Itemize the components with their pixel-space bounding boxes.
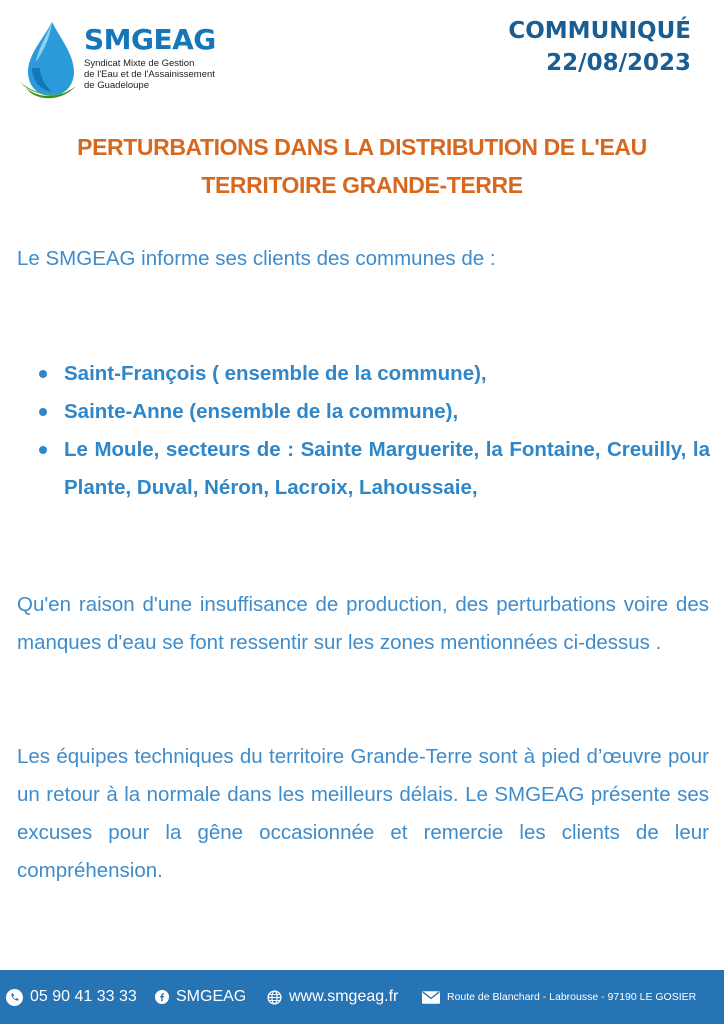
footer-bar — [0, 970, 724, 1024]
brand-name: SMGEAG — [84, 23, 216, 56]
brand-subtitle-line: de l'Eau et de l'Assainissement — [84, 69, 215, 80]
communique-date: 22/08/2023 — [546, 50, 691, 76]
communique-label: COMMUNIQUÉ — [508, 18, 691, 44]
brand-subtitle-line: Syndicat Mixte de Gestion — [84, 58, 195, 69]
page-title — [0, 128, 724, 204]
brand-subtitle — [84, 58, 216, 91]
communique-header — [508, 15, 691, 79]
mail-icon — [422, 991, 440, 1004]
footer-address-text: Route de Blanchard - Labrousse - 97190 LE GOSIER — [447, 991, 697, 1003]
footer-facebook[interactable] — [155, 970, 246, 1024]
phone-icon — [6, 989, 23, 1006]
facebook-icon — [155, 990, 169, 1004]
communes-list — [64, 355, 710, 507]
paragraph-1: Qu'en raison d'une insuffisance de production, des perturbations voire des manques d'eau se font ressentir sur les zones mentionnées ci-dessus . — [17, 593, 709, 654]
title-line: TERRITOIRE GRANDE-TERRE — [201, 172, 523, 198]
brand-subtitle-line: de Guadeloupe — [84, 80, 149, 91]
footer-facebook-text: SMGEAG — [176, 988, 247, 1005]
footer-phone-text: 05 90 41 33 33 — [30, 988, 137, 1005]
globe-icon — [267, 990, 282, 1005]
list-item: Le Moule, secteurs de : Sainte Marguerite, la Fontaine, Creuilly, la Plante, Duval, Néron, Lacroix, Lahoussaie, — [64, 431, 710, 507]
list-item: Saint-François ( ensemble de la commune), — [64, 355, 710, 393]
brand-block — [84, 24, 216, 91]
water-drop-logo-icon — [18, 20, 80, 100]
footer-website[interactable] — [267, 970, 398, 1024]
footer-phone — [6, 970, 137, 1024]
title-line: PERTURBATIONS DANS LA DISTRIBUTION DE L'EAU — [77, 134, 647, 160]
paragraph-2: Les équipes techniques du territoire Grande-Terre sont à pied d’œuvre pour un retour à la normale dans les meilleurs délais. Le SMGEAG présente ses excuses pour la gêne occasionnée et remercie les clients de leur compréhension. — [17, 745, 709, 882]
intro-text: Le SMGEAG informe ses clients des communes de : — [17, 247, 496, 270]
footer-website-text: www.smgeag.fr — [289, 988, 399, 1005]
list-item: Sainte-Anne (ensemble de la commune), — [64, 393, 710, 431]
footer-address — [422, 970, 696, 1024]
